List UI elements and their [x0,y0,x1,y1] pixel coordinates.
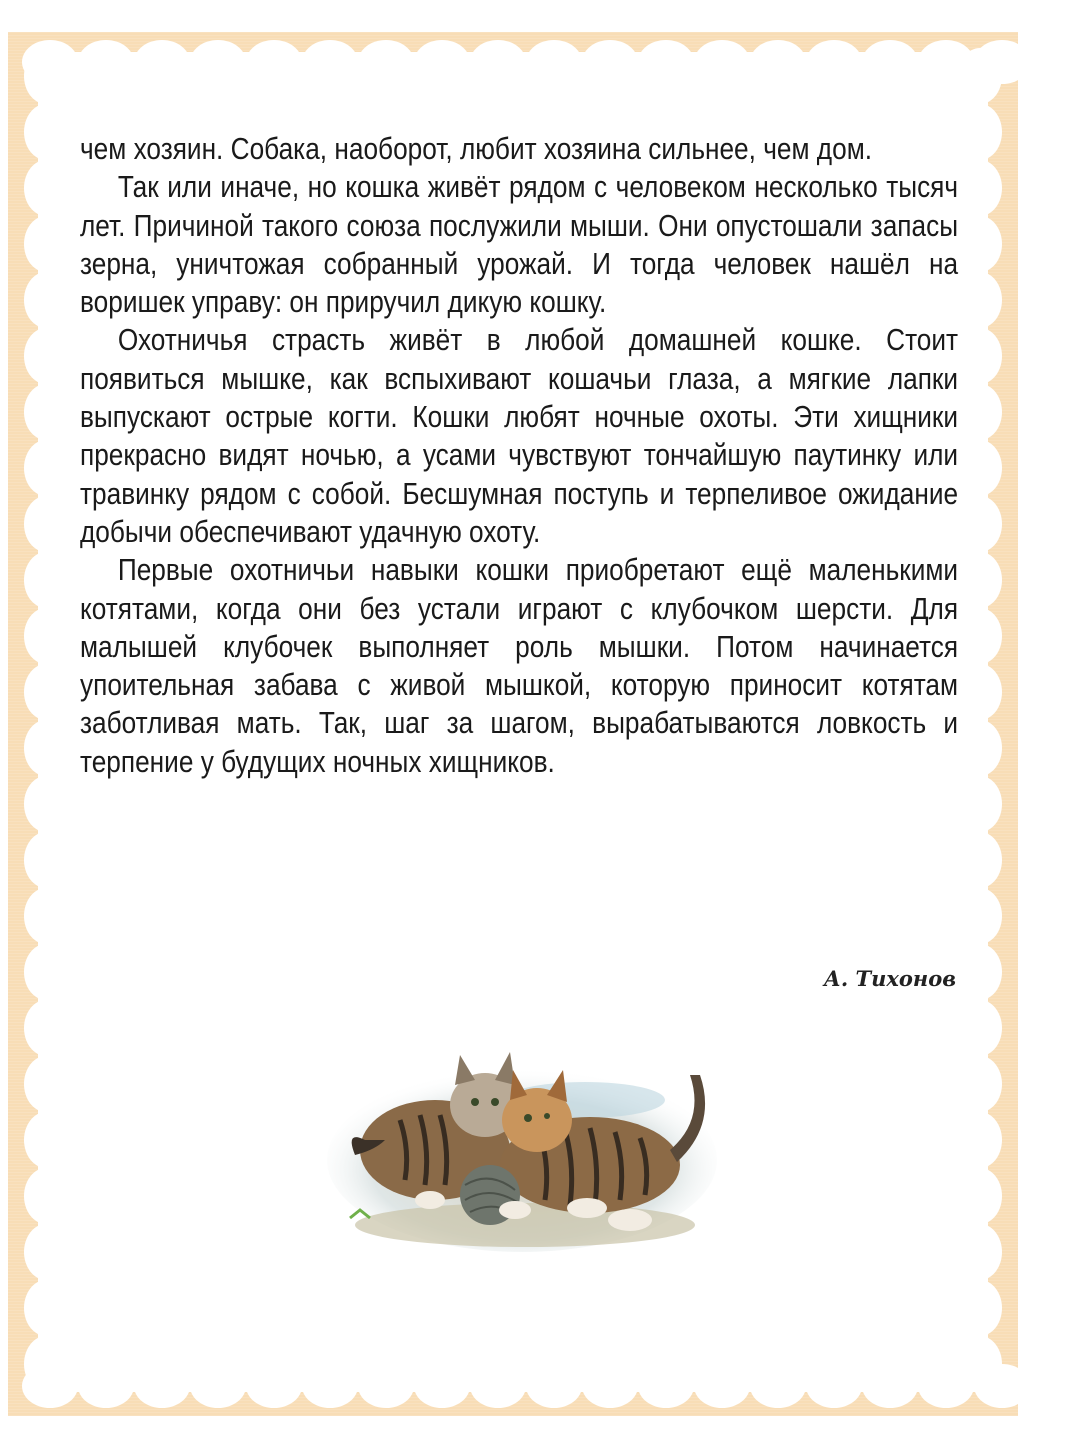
kittens-image [325,1040,720,1255]
paragraph: Охотничья страсть живёт в любой домашней кошке. Стоит появиться мышке, как вспыхивают кошачьи глаза, а мягкие лапки выпускают острые когти. Кошки любят ночные охоты. Эти хищники прекрасно видят ночью, а усами чувствуют тончайшую паутинку или травинку рядом с собой. Бесшумная поступь и терпеливое ожидание добычи обеспечивают удачную охоту. [80,323,959,549]
article-text [80,130,958,781]
paragraph: Первые охотничьи навыки кошки приобретают ещё маленькими котятами, когда они без устали играют с клубочком шерсти. Для малышей клубочек выполняет роль мышки. Потом начинается упоительная забава с живой мышкой, которую приносит котятам заботливая мать. Так, шаг за шагом, вырабатываются ловкость и терпение у будущих ночных хищников. [80,553,959,779]
kittens-illustration [325,1040,720,1255]
paragraph: Так или иначе, но кошка живёт рядом с человеком несколько тысяч лет. Причиной такого союза послужили мыши. Они опустошали запасы зерна, уничтожая собранный урожай. И тогда человек нашёл на воришек управу: он приручил дикую кошку. [80,170,959,320]
author-signature: А. Тихонов [823,966,956,991]
paragraph: чем хозяин. Собака, наоборот, любит хозяина сильнее, чем дом. [80,132,873,166]
